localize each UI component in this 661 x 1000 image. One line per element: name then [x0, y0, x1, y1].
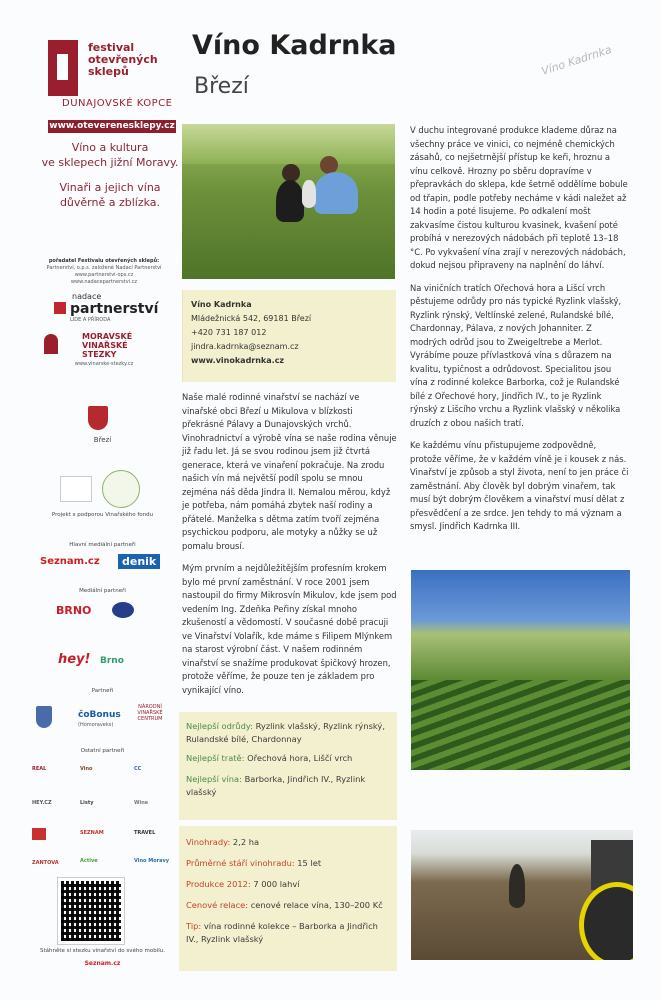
other-logo[interactable]: CC [134, 766, 142, 772]
other-logo[interactable]: SEZNAM [80, 830, 104, 836]
tractor-wheel-icon [579, 882, 633, 960]
vinarske-line: STEZKY [82, 350, 117, 359]
partners-heading: Partneři [91, 688, 114, 694]
festival-shield-icon [48, 40, 78, 96]
nadace-sub: LIDE A PŘÍRODA [70, 317, 111, 323]
nadace-small: nadace [72, 292, 102, 301]
other-logo[interactable]: Vino Moravy [134, 858, 169, 864]
qr-code-icon[interactable] [58, 878, 124, 944]
other-logo-icon [32, 828, 46, 840]
child-icon [302, 180, 316, 208]
media-badge-icon [112, 602, 134, 618]
fact-vineyards-label: Vinohrady: [186, 837, 231, 847]
partner-crest-icon [36, 706, 52, 728]
organizer-heading: pořadatel Festivalu otevřených sklepů: [48, 258, 160, 264]
cobonus-logo[interactable]: čoBonus [78, 710, 121, 720]
media-heading: Mediální partneři [79, 588, 126, 594]
nvc-logo[interactable]: NÁRODNÍ VINAŘSKÉ CENTRUM [137, 704, 163, 722]
festival-name-line: sklepů [88, 65, 129, 78]
tagline-winemakers [40, 180, 180, 210]
fact-production-label: Produkce 2012: [186, 879, 251, 889]
best-wines [179, 773, 397, 799]
vinarske-line: VINAŘSKÉ [82, 341, 128, 350]
other-logo[interactable]: Listy [80, 800, 94, 806]
person-icon [276, 180, 304, 222]
other-logo[interactable]: TRAVEL [134, 830, 156, 836]
fact-tip-label: Tip: [186, 921, 202, 931]
tagline-line: ve sklepech jižní Moravy. [41, 156, 179, 169]
best-wines-label: Nejlepší vína: [186, 774, 242, 784]
person-icon [314, 172, 358, 214]
fact-tip [179, 920, 397, 946]
fact-age [179, 857, 397, 870]
best-tracts-label: Nejlepší tratě: [186, 753, 245, 763]
signature: Víno Kadrnka [539, 43, 614, 78]
festival-name-line: otevřených [88, 53, 158, 66]
village-label: Březí [93, 436, 112, 444]
tagline-line: Víno a kultura [71, 141, 149, 154]
story-paragraph: V duchu integrované produkce klademe důraz na všechny práce ve vinici, co nejméně chemických zásahů, co nejšetrnější přístup ke keři, hroznu a vínu celkově. Hrozny po sběru dopravíme v přepravkách do sklepa, kde šetrně oddělíme bobule od třapin, podle potřeby necháme v kádi naležet až 14 hodin a poté lisujeme. Po odkalení mošt zakvasíme čistou kulturou kvasinek, kvašení poté probíhá v nerezových nádobách při teplotě 13–18 °C. Po vykvašení vína zrají v nerezových nádobách, dokud nejsou připraveny na naplnění do láhví. [410, 125, 628, 270]
other-logo[interactable]: Wine [134, 800, 149, 806]
other-logo[interactable]: REAL [32, 766, 47, 772]
other-logo[interactable]: Active [80, 858, 98, 864]
contact-web[interactable]: www.vinokadrnka.cz [191, 356, 285, 365]
festival-region: DUNAJOVSKÉ KOPCE [62, 98, 173, 109]
story-left [182, 391, 397, 706]
seznam-logo[interactable]: Seznam.cz [40, 556, 100, 567]
vinarske-stezky-logo[interactable] [30, 332, 178, 359]
best-tracts-value: Ořechová hora, Liščí vrch [247, 753, 353, 763]
qr-caption: Stáhněte si stezku vinařství do svého mobilu. [39, 948, 165, 954]
brno2-logo[interactable]: Brno [100, 656, 124, 666]
nadace-square-icon [54, 302, 66, 314]
story-paragraph: Mým prvním a nejdůležitějším profesním krokem bylo mé první zaměstnání. V roce 2001 jsem nastoupil do firmy Mikrosvín Mikulov, kde jsem pod vedením Ing. Zdeňka Peřiny získal mnoho zkušeností a vědomostí. V současné době pracuji ve Vinařství Volařík, kde máme s Filipem Mlýnkem na starost výrobní část. V našem rodinném vinařství se snažíme produkovat špičkový hrozen, protože věříme, že pouze ten je základem pro vynikající víno. [182, 563, 397, 695]
contact-address: Mládežnická 542, 69181 Březí [191, 314, 312, 323]
fact-age-label: Průměrné stáří vinohradu: [186, 858, 295, 868]
fact-price-value: cenové relace vína, 130–200 Kč [250, 900, 383, 910]
worker-icon [509, 864, 525, 908]
contact-box [182, 290, 396, 382]
story-right [410, 124, 630, 543]
village-crest-icon [88, 406, 108, 430]
fact-production-value: 7 000 lahví [253, 879, 300, 889]
festival-url[interactable]: www.oteverenesklepy.cz [49, 121, 175, 131]
left-sidebar [26, 18, 179, 983]
nadace-logo[interactable] [30, 292, 178, 324]
other-logo[interactable]: HEY.CZ [32, 800, 52, 806]
vineyard-photo [411, 570, 630, 770]
contact-phone[interactable]: +420 731 187 012 [191, 328, 267, 337]
vinarske-arch-icon [44, 334, 58, 354]
other-logo[interactable]: Vino [80, 766, 93, 772]
region-logo-icon [60, 476, 92, 502]
fact-vineyards [179, 836, 397, 849]
best-varieties [179, 720, 397, 746]
fact-price [179, 899, 397, 912]
tagline-line: Vinaři a jejich vína [59, 181, 161, 194]
fund-label: Projekt s podporou Vinařského fondu [51, 512, 154, 518]
tagline-line: důvěrně a zblízka. [59, 196, 161, 209]
best-tracts [179, 752, 397, 765]
fact-vineyards-value: 2,2 ha [232, 837, 260, 847]
fact-production [179, 878, 397, 891]
vinarske-url[interactable]: www.vinarske-stezky.cz [74, 361, 134, 367]
fact-tip-value: vína rodinné kolekce – Barborka a Jindřich IV., Ryzlink vlašský [186, 921, 378, 944]
wine-fund-logo-icon [102, 470, 140, 508]
denik-logo[interactable]: denik [118, 554, 160, 569]
story-paragraph: Ke každému vínu přistupujeme zodpovědně, protože věříme, že v každém víně je i kousek z nás. Vinařství je způsob a styl života, není to jen práce či zaměstnání. Aby člověk byl dobrým vinařem, tak musí být dobrým člověkem a vinařství musí dělat z přesvědčení a ze srdce. Jen tehdy to má význam a smysl. Jindřich Kadrnka III. [410, 440, 629, 531]
page-subtitle: Březí [194, 74, 249, 99]
other-partners-heading: Ostatní partneři [80, 748, 125, 754]
organizer-web2[interactable]: www.nadacepartnerstvi.cz [70, 279, 138, 285]
cobonus-sub: (Homoraveks) [78, 722, 114, 728]
best-of-box [179, 712, 397, 820]
hey-logo[interactable]: hey! [58, 652, 91, 667]
tagline-culture [40, 140, 180, 170]
facts-box [179, 826, 397, 971]
main-media-heading: Hlavní mediální partneři [69, 542, 136, 548]
festival-logo[interactable] [40, 30, 176, 138]
best-varieties-label: Nejlepší odrůdy: [186, 721, 253, 731]
best-wines-value: Barborka, Jindřich IV., Ryzlink vlašský [186, 774, 366, 797]
contact-name: Víno Kadrnka [191, 300, 252, 309]
qr-brand: Seznam.cz [84, 960, 121, 967]
festival-name-line: festival [88, 41, 135, 54]
organizer-org: Partnerství, o.p.s. založené Nadací Partnerství [46, 265, 162, 271]
fact-age-value: 15 let [297, 858, 322, 868]
best-varieties-value: Ryzlink vlašský, Ryzlink rýnský, Rulandské bílé, Chardonnay [186, 721, 385, 744]
organizer-web1[interactable]: www.partnerstvi-ops.cz [74, 272, 134, 278]
story-paragraph: Naše malé rodinné vinařství se nachází ve vinařské obci Březí u Mikulova v blízkosti překrásné Pálavy a Dunajovských vrchů. Vinohradnictví a výrobě vína se naše rodina věnuje již řadu let. Já se svou rodinou jsem již čtvrtá generace, která ve vinaření pokračuje. Na zrodu našich vín má největší podíl spolu se mnou zejména náš děda Jindra II. Nemalou měrou, když je potřeba, nám pomáhá zbytek naší rodiny a přátelé. Manželka s dětma zatím tvoří zejména psychickou podporu, ale motyky a nůžky se už pomalu brousí. [182, 392, 397, 551]
story-paragraph: Na viničních tratích Ořechová hora a Lišcí vrch pěstujeme odrůdy pro nás typické Ryzlink vlašský, Ryzlink rýnský, Veltlínské zelené, Rulandské bílé, Chardonnay, Pálava, z nových Johanniter. Z modrých odrůd jsou to Zweigeltrebe a Merlot. Vyrábíme pouze přívlastková vína s důrazem na kvalitu, typičnost a odrůdovost. Specialitou jsou vína z rodinné kolekce Barborka, což je Rulandské bílé z Ořechové hory, Jindřich IV., to je Ryzlink rýnský z Lišcího vrchu a Ryzlink vlašský v několika druzích z obou našich tratí. [410, 282, 622, 428]
nadace-big: partnerství [70, 301, 159, 317]
other-logo[interactable]: ZANTOVA [32, 860, 59, 866]
fact-price-label: Cenové relace: [186, 900, 249, 910]
page-title: Víno Kadrnka [192, 30, 397, 61]
brno-logo[interactable]: BRNO [56, 604, 92, 617]
contact-email[interactable]: jindra.kadrnka@seznam.cz [191, 342, 299, 351]
organizer-block [30, 258, 178, 400]
vinarske-line: MORAVSKÉ [82, 332, 133, 341]
family-photo [182, 124, 395, 279]
tractor-photo [411, 830, 633, 960]
